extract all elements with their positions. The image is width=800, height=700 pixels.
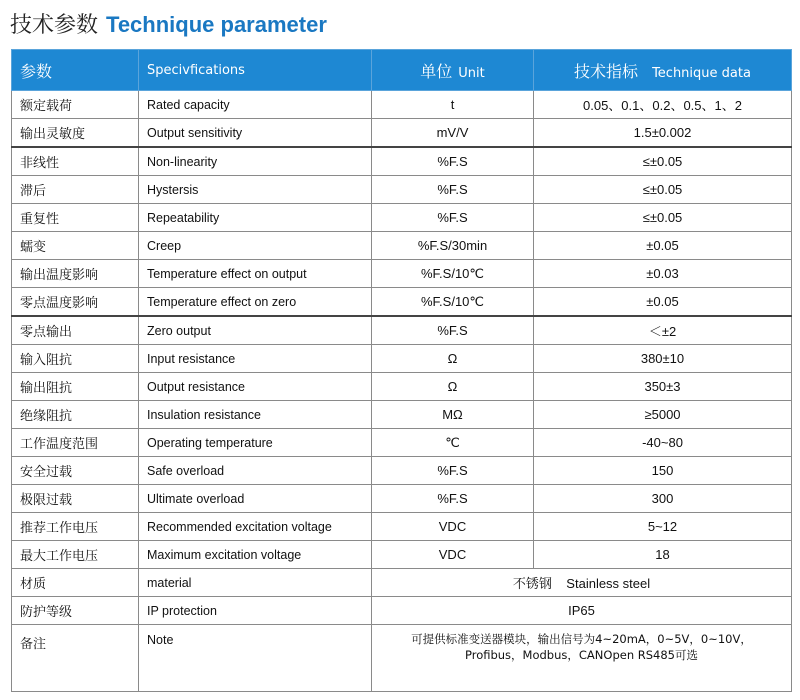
param-cn: 蠕变 bbox=[12, 232, 139, 260]
param-value: 380±10 bbox=[534, 345, 792, 373]
header-param: 参数 bbox=[12, 50, 139, 91]
note-line-2: Profibus，Modbus，CANOpen RS485可选 bbox=[464, 648, 698, 662]
table-row bbox=[12, 373, 792, 401]
param-cn: 输出阻抗 bbox=[12, 373, 139, 401]
param-cn: 额定载荷 bbox=[12, 91, 139, 119]
param-cn: 输入阻抗 bbox=[12, 345, 139, 373]
param-en: material bbox=[139, 569, 372, 597]
param-cn: 重复性 bbox=[12, 204, 139, 232]
param-en: Repeatability bbox=[139, 204, 372, 232]
param-unit: mV/V bbox=[372, 119, 534, 148]
param-en: Recommended excitation voltage bbox=[139, 513, 372, 541]
param-unit: ℃ bbox=[372, 429, 534, 457]
param-unit: Ω bbox=[372, 345, 534, 373]
param-value: ≤±0.05 bbox=[534, 147, 792, 176]
table-row bbox=[12, 429, 792, 457]
table-row bbox=[12, 260, 792, 288]
param-cn: 滞后 bbox=[12, 176, 139, 204]
param-unit: VDC bbox=[372, 541, 534, 569]
table-row-note bbox=[12, 625, 792, 692]
page-title bbox=[10, 8, 327, 44]
param-cn: 备注 bbox=[12, 625, 139, 692]
param-unit: %F.S bbox=[372, 485, 534, 513]
title-cn: 技术参数 bbox=[10, 13, 99, 38]
param-value: 0.05、0.1、0.2、0.5、1、2 bbox=[534, 91, 792, 119]
param-cn: 极限过载 bbox=[12, 485, 139, 513]
param-en: Zero output bbox=[139, 316, 372, 345]
param-en: Insulation resistance bbox=[139, 401, 372, 429]
param-value: ≥5000 bbox=[534, 401, 792, 429]
table-header-row bbox=[12, 50, 792, 91]
table-row-material bbox=[12, 569, 792, 597]
param-value: 150 bbox=[534, 457, 792, 485]
param-value: 18 bbox=[534, 541, 792, 569]
header-data: 技术指标 Technique data bbox=[534, 50, 792, 91]
param-en: Maximum excitation voltage bbox=[139, 541, 372, 569]
param-unit: Ω bbox=[372, 373, 534, 401]
param-value: 350±3 bbox=[534, 373, 792, 401]
param-en: Temperature effect on zero bbox=[139, 288, 372, 317]
param-unit: %F.S bbox=[372, 147, 534, 176]
title-en: Technique parameter bbox=[106, 12, 327, 37]
header-unit: 单位 Unit bbox=[372, 50, 534, 91]
param-cn: 绝缘阻抗 bbox=[12, 401, 139, 429]
table-row bbox=[12, 91, 792, 119]
table-row bbox=[12, 232, 792, 260]
parameter-table bbox=[11, 49, 792, 692]
param-en: Safe overload bbox=[139, 457, 372, 485]
param-value: ±0.05 bbox=[534, 288, 792, 317]
param-value: ≤±0.05 bbox=[534, 204, 792, 232]
param-unit: %F.S/30min bbox=[372, 232, 534, 260]
param-en: Note bbox=[139, 625, 372, 692]
param-en: Rated capacity bbox=[139, 91, 372, 119]
table-row bbox=[12, 316, 792, 345]
ip-value: IP65 bbox=[372, 597, 792, 625]
note-value bbox=[372, 625, 792, 692]
param-cn: 推荐工作电压 bbox=[12, 513, 139, 541]
param-unit: %F.S bbox=[372, 316, 534, 345]
param-en: Operating temperature bbox=[139, 429, 372, 457]
table-row bbox=[12, 401, 792, 429]
param-en: Non-linearity bbox=[139, 147, 372, 176]
table-row bbox=[12, 485, 792, 513]
param-cn: 最大工作电压 bbox=[12, 541, 139, 569]
param-en: Temperature effect on output bbox=[139, 260, 372, 288]
param-unit: MΩ bbox=[372, 401, 534, 429]
param-value: 5~12 bbox=[534, 513, 792, 541]
param-en: Output resistance bbox=[139, 373, 372, 401]
param-en: Input resistance bbox=[139, 345, 372, 373]
param-cn: 输出灵敏度 bbox=[12, 119, 139, 148]
table-row-ip bbox=[12, 597, 792, 625]
param-cn: 零点温度影响 bbox=[12, 288, 139, 317]
param-value: 300 bbox=[534, 485, 792, 513]
param-cn: 防护等级 bbox=[12, 597, 139, 625]
param-unit: %F.S bbox=[372, 457, 534, 485]
param-en: Creep bbox=[139, 232, 372, 260]
param-value: 1.5±0.002 bbox=[534, 119, 792, 148]
table-row bbox=[12, 345, 792, 373]
header-spec: Specivfications bbox=[139, 50, 372, 91]
param-value: ±0.03 bbox=[534, 260, 792, 288]
param-value: ≤±0.05 bbox=[534, 176, 792, 204]
param-cn: 材质 bbox=[12, 569, 139, 597]
param-value: -40~80 bbox=[534, 429, 792, 457]
param-cn: 输出温度影响 bbox=[12, 260, 139, 288]
param-unit: %F.S bbox=[372, 176, 534, 204]
table-row bbox=[12, 119, 792, 148]
param-unit: %F.S/10℃ bbox=[372, 288, 534, 317]
param-unit: VDC bbox=[372, 513, 534, 541]
param-cn: 安全过载 bbox=[12, 457, 139, 485]
table-row bbox=[12, 147, 792, 176]
table-row bbox=[12, 176, 792, 204]
note-line-1: 可提供标准变送器模块，输出信号为4~20mA，0~5V，0~10V， bbox=[411, 632, 752, 646]
table-row bbox=[12, 541, 792, 569]
param-value: ±0.05 bbox=[534, 232, 792, 260]
param-en: IP protection bbox=[139, 597, 372, 625]
param-unit: %F.S/10℃ bbox=[372, 260, 534, 288]
param-en: Hystersis bbox=[139, 176, 372, 204]
param-cn: 零点输出 bbox=[12, 316, 139, 345]
param-unit: t bbox=[372, 91, 534, 119]
material-value: 不锈钢 Stainless steel bbox=[372, 569, 792, 597]
param-value: ＜±2 bbox=[534, 316, 792, 345]
table-row bbox=[12, 288, 792, 317]
table-row bbox=[12, 457, 792, 485]
param-en: Ultimate overload bbox=[139, 485, 372, 513]
param-en: Output sensitivity bbox=[139, 119, 372, 148]
table-row bbox=[12, 204, 792, 232]
param-unit: %F.S bbox=[372, 204, 534, 232]
param-cn: 工作温度范围 bbox=[12, 429, 139, 457]
table-row bbox=[12, 513, 792, 541]
param-cn: 非线性 bbox=[12, 147, 139, 176]
